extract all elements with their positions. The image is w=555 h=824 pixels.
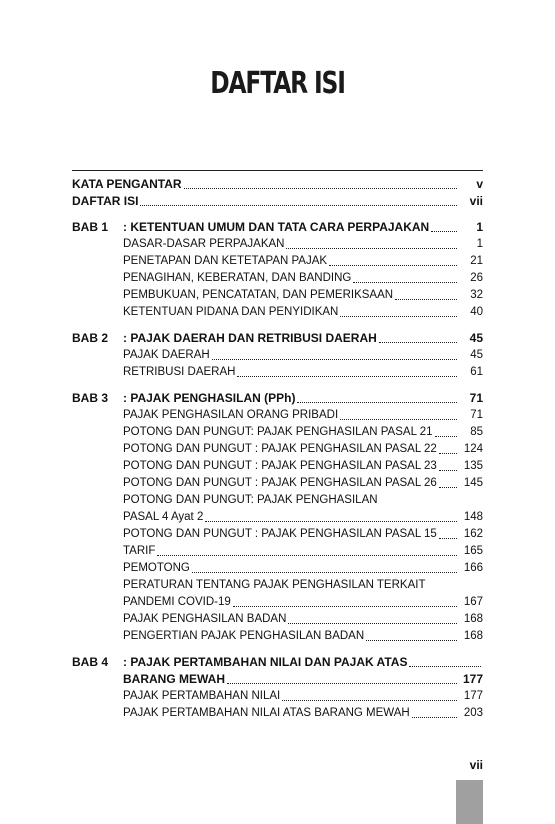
toc-subentry[interactable] bbox=[123, 287, 483, 304]
chapter-heading[interactable] bbox=[72, 330, 483, 347]
toc-subentry[interactable] bbox=[123, 526, 483, 543]
toc-subentry-page: 45 bbox=[470, 349, 483, 361]
dot-leader bbox=[379, 342, 457, 343]
page-title: DAFTAR ISI bbox=[210, 66, 345, 101]
toc-subentry[interactable] bbox=[123, 688, 483, 705]
toc-subentry-page: 32 bbox=[470, 289, 483, 301]
toc-subentry-label: PAJAK PENGHASILAN ORANG PRIBADI bbox=[123, 409, 339, 421]
toc-subentry[interactable] bbox=[123, 253, 483, 270]
toc-subentry[interactable] bbox=[123, 236, 483, 253]
page-number: vii bbox=[469, 758, 483, 772]
chapter-title-continued: BARANG MEWAH bbox=[123, 672, 225, 686]
toc-subentry-page: 71 bbox=[470, 409, 483, 421]
chapter-number: BAB 4 bbox=[72, 655, 109, 669]
dot-leader bbox=[286, 248, 457, 249]
toc-subentry-label: PENGERTIAN PAJAK PENGHASILAN BADAN bbox=[123, 630, 365, 642]
toc-subentry-label: POTONG DAN PUNGUT : PAJAK PENGHASILAN PASAL 23 bbox=[123, 460, 437, 472]
toc-subentry-label: DASAR-DASAR PERPAJAKAN bbox=[123, 238, 285, 250]
dot-leader bbox=[288, 623, 457, 624]
toc-subentry-label: PAJAK PERTAMBAHAN NILAI bbox=[123, 690, 281, 702]
dot-leader bbox=[439, 538, 457, 539]
toc-subentry[interactable] bbox=[123, 424, 483, 441]
toc-subentry-label: POTONG DAN PUNGUT : PAJAK PENGHASILAN PASAL 22 bbox=[123, 443, 437, 455]
toc-subentry-label: PAJAK PERTAMBAHAN NILAI ATAS BARANG MEWAH bbox=[123, 707, 410, 719]
chapter-title: : PAJAK PENGHASILAN (PPh) bbox=[123, 391, 296, 405]
chapter-number: BAB 1 bbox=[72, 220, 109, 234]
dot-leader bbox=[395, 299, 457, 300]
toc-subentry[interactable] bbox=[123, 304, 483, 321]
toc-entry-page: vii bbox=[469, 194, 483, 208]
toc-subentry-page: 61 bbox=[470, 366, 483, 378]
toc-entry-page: v bbox=[476, 177, 483, 191]
dot-leader bbox=[435, 436, 457, 437]
toc-subentry[interactable] bbox=[123, 543, 483, 560]
toc-subentry-label: PAJAK DAERAH bbox=[123, 349, 210, 361]
toc-subentry[interactable] bbox=[123, 441, 483, 458]
toc-subentry-label: POTONG DAN PUNGUT : PAJAK PENGHASILAN PASAL 26 bbox=[123, 477, 437, 489]
toc-subentry-label: TARIF bbox=[123, 545, 156, 557]
dot-leader bbox=[184, 188, 457, 189]
chapter-heading-continued[interactable] bbox=[123, 671, 483, 688]
toc-entry-label: KATA PENGANTAR bbox=[72, 177, 182, 191]
toc-subentry[interactable] bbox=[123, 492, 483, 509]
dot-leader bbox=[237, 376, 457, 377]
top-rule bbox=[72, 170, 483, 171]
toc-entry[interactable] bbox=[72, 176, 483, 193]
toc-subentry-page: 40 bbox=[470, 306, 483, 318]
toc-subentry-page: 177 bbox=[463, 690, 483, 702]
toc-subentry-label: PENAGIHAN, KEBERATAN, DAN BANDING bbox=[123, 272, 352, 284]
toc-subentry-label: PENETAPAN DAN KETETAPAN PAJAK bbox=[123, 255, 328, 267]
toc-subentry-label: PERATURAN TENTANG PAJAK PENGHASILAN TERKAIT bbox=[123, 579, 426, 591]
chapter-title: : KETENTUAN UMUM DAN TATA CARA PERPAJAKAN bbox=[123, 220, 430, 234]
spacer bbox=[72, 210, 483, 219]
toc-subentry[interactable] bbox=[123, 270, 483, 287]
toc-subentry-page: 26 bbox=[470, 272, 483, 284]
dot-leader bbox=[412, 717, 457, 718]
toc-subentry-continued[interactable] bbox=[123, 594, 483, 611]
toc-subentry-page: 203 bbox=[463, 707, 483, 719]
chapter-heading[interactable] bbox=[72, 654, 483, 671]
dot-leader bbox=[282, 700, 457, 701]
toc-subentry[interactable] bbox=[123, 475, 483, 492]
toc-subentry[interactable] bbox=[123, 705, 483, 722]
toc-subentry[interactable] bbox=[123, 577, 483, 594]
toc-subentry-label: POTONG DAN PUNGUT: PAJAK PENGHASILAN bbox=[123, 494, 378, 506]
toc-subentry-page: 162 bbox=[463, 528, 483, 540]
chapter-page: 1 bbox=[476, 220, 483, 234]
thumb-tab bbox=[456, 780, 483, 824]
toc-subentry-label: KETENTUAN PIDANA DAN PENYIDIKAN bbox=[123, 306, 339, 318]
toc-subentry-label-continued: PANDEMI COVID-19 bbox=[123, 596, 231, 608]
dot-leader bbox=[140, 205, 457, 206]
toc-subentry-continued[interactable] bbox=[123, 509, 483, 526]
toc-subentry-page: 165 bbox=[463, 545, 483, 557]
toc-subentry-label: PEMBUKUAN, PENCATATAN, DAN PEMERIKSAAN bbox=[123, 289, 394, 301]
chapter-page: 71 bbox=[469, 391, 483, 405]
dot-leader bbox=[353, 282, 457, 283]
toc-subentry-page: 148 bbox=[463, 511, 483, 523]
dot-leader bbox=[409, 666, 481, 667]
spacer bbox=[72, 381, 483, 390]
toc-subentry-label: PAJAK PENGHASILAN BADAN bbox=[123, 613, 287, 625]
table-of-contents bbox=[72, 176, 483, 722]
toc-subentry-label-continued: PASAL 4 Ayat 2 bbox=[123, 511, 204, 523]
dot-leader bbox=[340, 419, 457, 420]
toc-subentry-page: 124 bbox=[463, 443, 483, 455]
spacer bbox=[72, 321, 483, 330]
toc-entry[interactable] bbox=[72, 193, 483, 210]
chapter-title: : PAJAK PERTAMBAHAN NILAI DAN PAJAK ATAS bbox=[123, 655, 408, 669]
toc-subentry-page: 1 bbox=[476, 238, 483, 250]
dot-leader bbox=[205, 521, 457, 522]
chapter-title: : PAJAK DAERAH DAN RETRIBUSI DAERAH bbox=[123, 331, 377, 345]
dot-leader bbox=[212, 359, 457, 360]
toc-subentry-page: 167 bbox=[463, 596, 483, 608]
toc-subentry-page: 135 bbox=[463, 460, 483, 472]
chapter-page: 177 bbox=[462, 672, 483, 686]
toc-subentry[interactable] bbox=[123, 347, 483, 364]
toc-subentry[interactable] bbox=[123, 458, 483, 475]
toc-subentry[interactable] bbox=[123, 364, 483, 381]
chapter-number: BAB 3 bbox=[72, 391, 109, 405]
dot-leader bbox=[329, 265, 457, 266]
chapter-number: BAB 2 bbox=[72, 331, 109, 345]
toc-subentry-label: PEMOTONG bbox=[123, 562, 190, 574]
dot-leader bbox=[192, 572, 457, 573]
toc-subentry[interactable] bbox=[123, 611, 483, 628]
toc-subentry-page: 85 bbox=[470, 426, 483, 438]
toc-subentry-page: 166 bbox=[463, 562, 483, 574]
toc-subentry[interactable] bbox=[123, 407, 483, 424]
dot-leader bbox=[366, 640, 457, 641]
toc-subentry-page: 168 bbox=[463, 613, 483, 625]
dot-leader bbox=[233, 606, 457, 607]
toc-subentry-label: POTONG DAN PUNGUT : PAJAK PENGHASILAN PASAL 15 bbox=[123, 528, 437, 540]
chapter-page: 45 bbox=[469, 331, 483, 345]
toc-subentry-label: POTONG DAN PUNGUT: PAJAK PENGHASILAN PASAL 21 bbox=[123, 426, 433, 438]
toc-entry-label: DAFTAR ISI bbox=[72, 194, 139, 208]
dot-leader bbox=[157, 555, 457, 556]
toc-subentry-page: 21 bbox=[470, 255, 483, 267]
toc-subentry[interactable] bbox=[123, 628, 483, 645]
toc-subentry-page: 145 bbox=[463, 477, 483, 489]
chapter-heading[interactable] bbox=[72, 219, 483, 236]
toc-subentry-label: RETRIBUSI DAERAH bbox=[123, 366, 236, 378]
dot-leader bbox=[439, 470, 457, 471]
toc-subentry-page: 168 bbox=[463, 630, 483, 642]
toc-subentry[interactable] bbox=[123, 560, 483, 577]
dot-leader bbox=[439, 487, 457, 488]
chapter-heading[interactable] bbox=[72, 390, 483, 407]
dot-leader bbox=[431, 231, 457, 232]
dot-leader bbox=[340, 316, 457, 317]
dot-leader bbox=[439, 453, 457, 454]
dot-leader bbox=[297, 402, 457, 403]
dot-leader bbox=[227, 683, 457, 684]
spacer bbox=[72, 645, 483, 654]
